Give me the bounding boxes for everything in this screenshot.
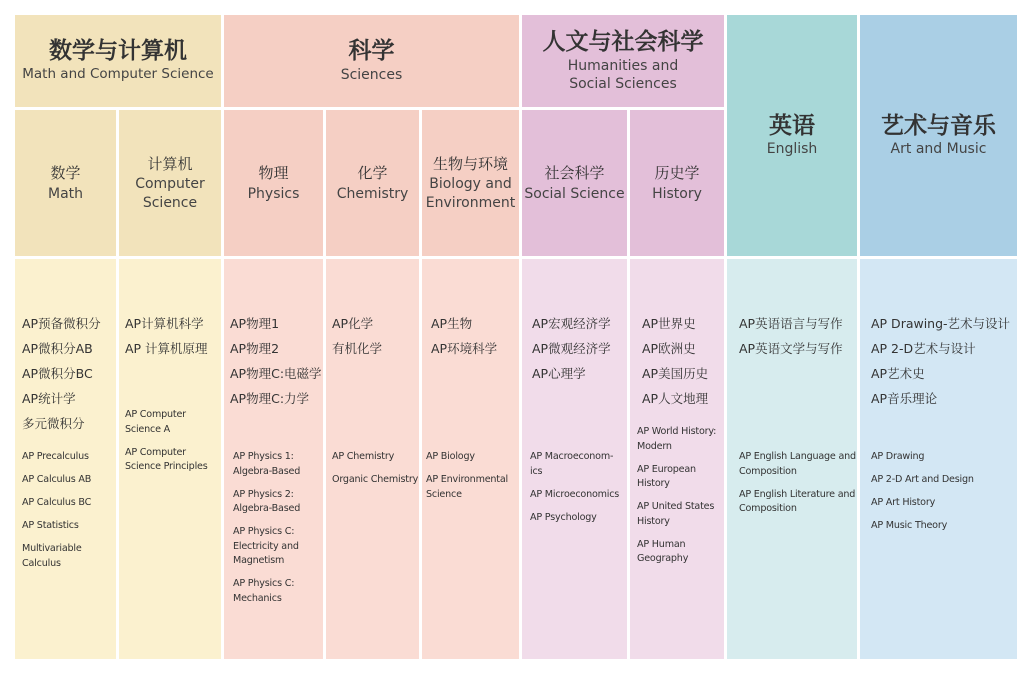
en-course-item: AP Computer Science A — [125, 409, 186, 435]
en-course-list — [426, 450, 519, 502]
zh-course-item: AP美国历史 — [642, 366, 709, 381]
zh-course-item: AP音乐理论 — [871, 391, 938, 406]
en-course-item: AP Physics 2: Algebra-Based — [233, 488, 301, 514]
zh-course-item: AP生物 — [431, 316, 473, 331]
column-title-en: English — [766, 141, 818, 158]
zh-course-item: AP计算机科学 — [125, 316, 204, 331]
column-title-en: Social Science — [524, 185, 625, 202]
course-list-math — [15, 259, 116, 659]
zh-course-item: AP人文地理 — [642, 391, 709, 406]
zh-course-item: AP Drawing-艺术与设计 — [871, 316, 1011, 331]
en-course-item: AP Human Geography — [637, 538, 689, 564]
group-title-zh: 人文与社会科学 — [542, 29, 704, 56]
en-course-item: AP European History — [637, 463, 696, 489]
column-title-en: Biology and Environment — [425, 176, 516, 212]
group-title-en: Humanities and Social Sciences — [567, 57, 679, 92]
zh-course-item: AP艺术史 — [871, 366, 925, 381]
course-list-social — [522, 259, 627, 659]
en-course-list — [22, 450, 116, 571]
course-list-cs — [119, 259, 221, 659]
column-title-zh: 英语 — [769, 112, 815, 139]
column-title-zh: 社会科学 — [544, 164, 605, 183]
en-course-item: AP 2-D Art and Design — [871, 474, 974, 485]
column-title-en: Chemistry — [336, 185, 409, 202]
column-header-cs — [119, 110, 221, 256]
zh-course-item: AP微观经济学 — [532, 341, 611, 356]
course-list-physics — [224, 259, 323, 659]
column-header-english — [727, 15, 857, 256]
zh-course-list — [22, 311, 116, 436]
en-course-item: AP Chemistry — [332, 451, 395, 462]
group-title-zh: 数学与计算机 — [49, 38, 187, 65]
zh-course-item: AP预备微积分 — [22, 316, 101, 331]
en-course-item: AP Precalculus — [22, 451, 89, 462]
en-course-item: AP Physics C: Electricity and Magnetism — [233, 526, 299, 566]
en-course-list — [871, 450, 1017, 534]
group-header-sciences — [224, 15, 519, 107]
column-header-math — [15, 110, 116, 256]
column-header-social — [522, 110, 627, 256]
en-course-item: AP Calculus AB — [22, 474, 92, 485]
column-title-zh: 生物与环境 — [432, 154, 508, 173]
column-header-chemistry — [326, 110, 419, 256]
zh-course-item: 多元微积分 — [22, 416, 85, 431]
course-list-chemistry — [326, 259, 419, 659]
zh-course-item: AP宏观经济学 — [532, 316, 611, 331]
zh-course-item: AP世界史 — [642, 316, 696, 331]
course-list-biology — [422, 259, 519, 659]
en-course-list — [125, 408, 221, 475]
column-header-history — [630, 110, 724, 256]
zh-course-item: AP微积分AB — [22, 341, 93, 356]
column-header-biology — [422, 110, 519, 256]
column-title-en: History — [652, 185, 702, 202]
column-title-zh: 计算机 — [147, 154, 193, 173]
en-course-list — [332, 450, 419, 488]
en-course-item: AP Computer Science Principles — [125, 446, 208, 472]
column-header-physics — [224, 110, 323, 256]
column-title-en: Computer Science — [135, 176, 205, 212]
zh-course-item: AP微积分BC — [22, 366, 93, 381]
zh-course-item: AP统计学 — [22, 391, 76, 406]
column-title-en: Art and Music — [890, 141, 987, 158]
course-list-history — [630, 259, 724, 659]
group-header-math-cs — [15, 15, 221, 107]
en-course-item: AP Physics C: Mechanics — [233, 578, 295, 604]
en-course-item: AP Calculus BC — [22, 497, 92, 508]
zh-course-list — [431, 311, 519, 361]
column-title-zh: 数学 — [50, 164, 81, 183]
en-course-item: AP Microeconomics — [530, 488, 620, 500]
zh-course-list — [230, 311, 323, 411]
zh-course-item: AP物理C:力学 — [230, 391, 310, 406]
column-title-en: Math — [47, 185, 84, 202]
en-course-item: AP Environmental Science — [426, 474, 509, 500]
en-course-item: AP English Literature and Composition — [739, 488, 856, 514]
en-course-item: AP Biology — [426, 451, 475, 462]
en-course-item: AP Macroeconom- ics — [530, 451, 614, 477]
en-course-item: AP Music Theory — [871, 520, 948, 531]
column-title-zh: 历史学 — [654, 164, 700, 183]
course-list-english — [727, 259, 857, 659]
zh-course-item: 有机化学 — [332, 341, 383, 356]
en-course-list — [637, 425, 724, 567]
column-header-arts — [860, 15, 1017, 256]
en-course-list — [739, 450, 857, 517]
en-course-item: AP United States History — [637, 501, 715, 527]
en-course-item: AP Art History — [871, 497, 936, 508]
zh-course-item: AP环境科学 — [431, 341, 498, 356]
zh-course-item: AP英语文学与写作 — [739, 341, 843, 356]
zh-course-list — [125, 311, 221, 361]
column-title-zh: 物理 — [258, 164, 289, 183]
course-list-arts — [860, 259, 1017, 659]
zh-course-list — [532, 311, 627, 386]
en-course-item: AP Physics 1: Algebra-Based — [233, 451, 301, 477]
en-course-item: AP World History: Modern — [637, 426, 717, 452]
zh-course-list — [642, 311, 724, 411]
column-title-zh: 艺术与音乐 — [881, 112, 996, 139]
zh-course-item: AP化学 — [332, 316, 374, 331]
zh-course-item: AP物理1 — [230, 316, 280, 331]
en-course-list — [530, 450, 627, 525]
zh-course-item: AP物理2 — [230, 341, 280, 356]
zh-course-item: AP 计算机原理 — [125, 341, 208, 356]
en-course-item: AP Drawing — [871, 451, 925, 462]
column-title-zh: 化学 — [357, 164, 388, 183]
en-course-item: AP English Language and Composition — [739, 451, 856, 477]
zh-course-item: AP物理C:电磁学 — [230, 366, 322, 381]
zh-course-list — [332, 311, 419, 361]
group-header-humanities — [522, 15, 724, 107]
zh-course-item: AP心理学 — [532, 366, 586, 381]
en-course-item: AP Psychology — [530, 511, 597, 523]
zh-course-list — [739, 311, 857, 361]
en-course-list — [230, 450, 323, 606]
zh-course-item: AP欧洲史 — [642, 341, 696, 356]
group-title-en: Math and Computer Science — [22, 66, 214, 83]
zh-course-item: AP 2-D艺术与设计 — [871, 341, 976, 356]
zh-course-item: AP英语语言与写作 — [739, 316, 843, 331]
en-course-item: AP Statistics — [22, 520, 79, 531]
group-title-en: Sciences — [340, 66, 403, 83]
zh-course-list — [871, 311, 1017, 411]
column-title-en: Physics — [247, 185, 300, 202]
en-course-item: Organic Chemistry — [332, 474, 419, 485]
en-course-item: Multivariable Calculus — [22, 543, 82, 569]
group-title-zh: 科学 — [348, 38, 395, 65]
